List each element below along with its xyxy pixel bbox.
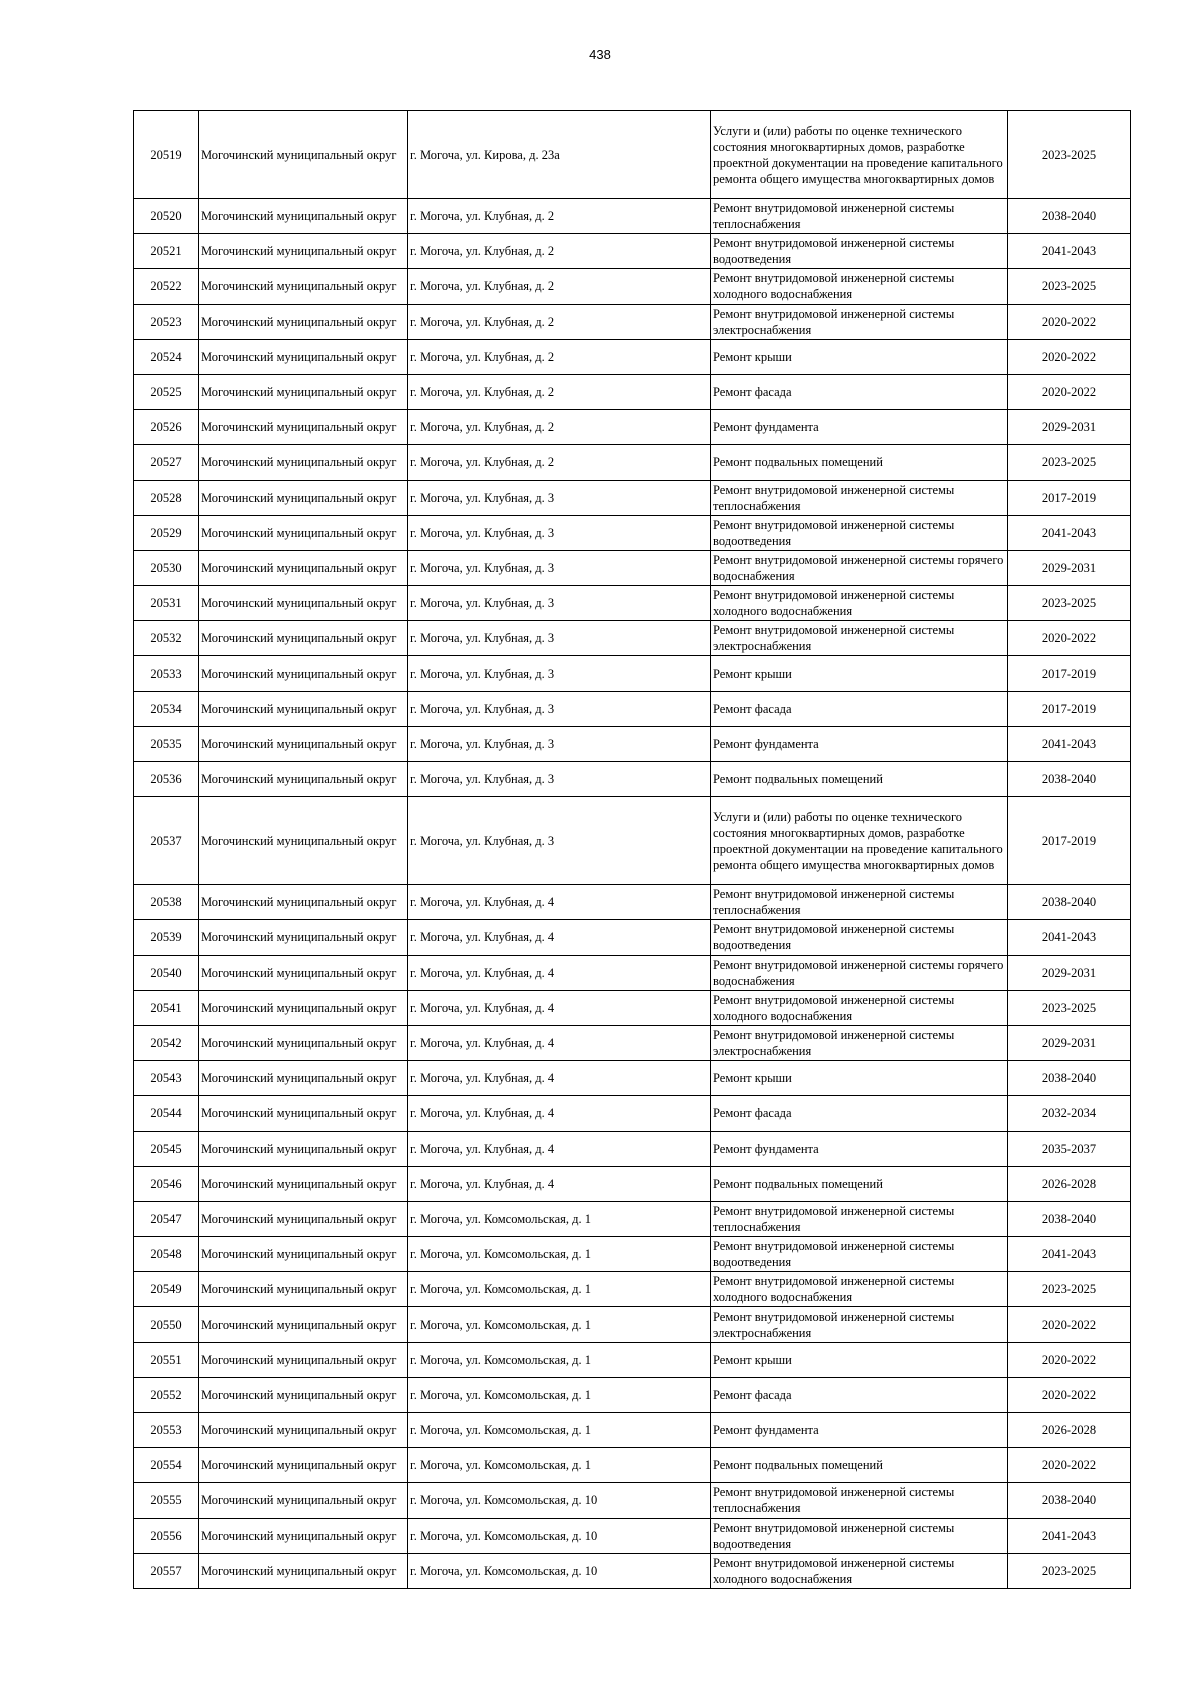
municipality-cell: Могочинский муниципальный округ bbox=[199, 1025, 408, 1060]
municipality-cell: Могочинский муниципальный округ bbox=[199, 1448, 408, 1483]
period-cell: 2041-2043 bbox=[1008, 726, 1131, 761]
row-number: 20557 bbox=[134, 1553, 199, 1588]
work-type-cell: Ремонт внутридомовой инженерной системы теплоснабжения bbox=[711, 480, 1008, 515]
municipality-cell: Могочинский муниципальный округ bbox=[199, 339, 408, 374]
table-row bbox=[134, 691, 1131, 726]
table-row bbox=[134, 550, 1131, 585]
period-cell: 2020-2022 bbox=[1008, 339, 1131, 374]
period-cell: 2023-2025 bbox=[1008, 269, 1131, 304]
address-cell: г. Могоча, ул. Комсомольская, д. 10 bbox=[408, 1483, 711, 1518]
work-type-cell: Ремонт крыши bbox=[711, 656, 1008, 691]
table-row bbox=[134, 797, 1131, 885]
municipality-cell: Могочинский муниципальный округ bbox=[199, 550, 408, 585]
period-cell: 2017-2019 bbox=[1008, 480, 1131, 515]
table-row bbox=[134, 1201, 1131, 1236]
period-cell: 2035-2037 bbox=[1008, 1131, 1131, 1166]
address-cell: г. Могоча, ул. Клубная, д. 2 bbox=[408, 374, 711, 409]
municipality-cell: Могочинский муниципальный округ bbox=[199, 656, 408, 691]
address-cell: г. Могоча, ул. Клубная, д. 4 bbox=[408, 1061, 711, 1096]
address-cell: г. Могоча, ул. Клубная, д. 2 bbox=[408, 304, 711, 339]
row-number: 20532 bbox=[134, 621, 199, 656]
row-number: 20536 bbox=[134, 762, 199, 797]
municipality-cell: Могочинский муниципальный округ bbox=[199, 990, 408, 1025]
period-cell: 2038-2040 bbox=[1008, 1201, 1131, 1236]
municipality-cell: Могочинский муниципальный округ bbox=[199, 269, 408, 304]
municipality-cell: Могочинский муниципальный округ bbox=[199, 199, 408, 234]
period-cell: 2020-2022 bbox=[1008, 374, 1131, 409]
municipality-cell: Могочинский муниципальный округ bbox=[199, 1131, 408, 1166]
table-row bbox=[134, 1096, 1131, 1131]
work-type-cell: Ремонт подвальных помещений bbox=[711, 762, 1008, 797]
row-number: 20540 bbox=[134, 955, 199, 990]
table-row bbox=[134, 480, 1131, 515]
period-cell: 2020-2022 bbox=[1008, 1307, 1131, 1342]
municipality-cell: Могочинский муниципальный округ bbox=[199, 1166, 408, 1201]
period-cell: 2041-2043 bbox=[1008, 920, 1131, 955]
address-cell: г. Могоча, ул. Комсомольская, д. 10 bbox=[408, 1518, 711, 1553]
work-type-cell: Ремонт внутридомовой инженерной системы горячего водоснабжения bbox=[711, 955, 1008, 990]
period-cell: 2023-2025 bbox=[1008, 1553, 1131, 1588]
row-number: 20519 bbox=[134, 111, 199, 199]
address-cell: г. Могоча, ул. Клубная, д. 3 bbox=[408, 656, 711, 691]
municipality-cell: Могочинский муниципальный округ bbox=[199, 1096, 408, 1131]
municipality-cell: Могочинский муниципальный округ bbox=[199, 762, 408, 797]
work-type-cell: Ремонт внутридомовой инженерной системы водоотведения bbox=[711, 920, 1008, 955]
address-cell: г. Могоча, ул. Комсомольская, д. 1 bbox=[408, 1272, 711, 1307]
work-type-cell: Ремонт внутридомовой инженерной системы холодного водоснабжения bbox=[711, 990, 1008, 1025]
address-cell: г. Могоча, ул. Клубная, д. 4 bbox=[408, 955, 711, 990]
table-row bbox=[134, 1025, 1131, 1060]
table-row bbox=[134, 885, 1131, 920]
municipality-cell: Могочинский муниципальный округ bbox=[199, 726, 408, 761]
row-number: 20531 bbox=[134, 586, 199, 621]
period-cell: 2038-2040 bbox=[1008, 1483, 1131, 1518]
table-row bbox=[134, 374, 1131, 409]
table-row bbox=[134, 199, 1131, 234]
period-cell: 2023-2025 bbox=[1008, 111, 1131, 199]
table-row bbox=[134, 955, 1131, 990]
municipality-cell: Могочинский муниципальный округ bbox=[199, 1413, 408, 1448]
address-cell: г. Могоча, ул. Кирова, д. 23а bbox=[408, 111, 711, 199]
period-cell: 2026-2028 bbox=[1008, 1166, 1131, 1201]
period-cell: 2017-2019 bbox=[1008, 797, 1131, 885]
work-type-cell: Ремонт фасада bbox=[711, 374, 1008, 409]
row-number: 20550 bbox=[134, 1307, 199, 1342]
address-cell: г. Могоча, ул. Комсомольская, д. 1 bbox=[408, 1448, 711, 1483]
table-row bbox=[134, 1237, 1131, 1272]
row-number: 20553 bbox=[134, 1413, 199, 1448]
municipality-cell: Могочинский муниципальный округ bbox=[199, 797, 408, 885]
row-number: 20537 bbox=[134, 797, 199, 885]
period-cell: 2020-2022 bbox=[1008, 1448, 1131, 1483]
table-row bbox=[134, 111, 1131, 199]
address-cell: г. Могоча, ул. Комсомольская, д. 10 bbox=[408, 1553, 711, 1588]
work-type-cell: Ремонт внутридомовой инженерной системы холодного водоснабжения bbox=[711, 1272, 1008, 1307]
address-cell: г. Могоча, ул. Клубная, д. 4 bbox=[408, 1131, 711, 1166]
address-cell: г. Могоча, ул. Клубная, д. 3 bbox=[408, 621, 711, 656]
row-number: 20542 bbox=[134, 1025, 199, 1060]
table-row bbox=[134, 1166, 1131, 1201]
municipality-cell: Могочинский муниципальный округ bbox=[199, 1272, 408, 1307]
address-cell: г. Могоча, ул. Клубная, д. 2 bbox=[408, 410, 711, 445]
row-number: 20547 bbox=[134, 1201, 199, 1236]
period-cell: 2020-2022 bbox=[1008, 304, 1131, 339]
table-row bbox=[134, 726, 1131, 761]
table-row bbox=[134, 1061, 1131, 1096]
address-cell: г. Могоча, ул. Клубная, д. 3 bbox=[408, 726, 711, 761]
address-cell: г. Могоча, ул. Клубная, д. 4 bbox=[408, 1025, 711, 1060]
period-cell: 2041-2043 bbox=[1008, 234, 1131, 269]
municipality-cell: Могочинский муниципальный округ bbox=[199, 304, 408, 339]
table-row bbox=[134, 339, 1131, 374]
work-type-cell: Ремонт внутридомовой инженерной системы электроснабжения bbox=[711, 621, 1008, 656]
row-number: 20549 bbox=[134, 1272, 199, 1307]
period-cell: 2029-2031 bbox=[1008, 955, 1131, 990]
work-type-cell: Ремонт внутридомовой инженерной системы электроснабжения bbox=[711, 1025, 1008, 1060]
work-type-cell: Ремонт фундамента bbox=[711, 1131, 1008, 1166]
row-number: 20538 bbox=[134, 885, 199, 920]
row-number: 20522 bbox=[134, 269, 199, 304]
address-cell: г. Могоча, ул. Клубная, д. 2 bbox=[408, 339, 711, 374]
row-number: 20548 bbox=[134, 1237, 199, 1272]
municipality-cell: Могочинский муниципальный округ bbox=[199, 586, 408, 621]
row-number: 20527 bbox=[134, 445, 199, 480]
address-cell: г. Могоча, ул. Клубная, д. 4 bbox=[408, 1166, 711, 1201]
work-type-cell: Ремонт крыши bbox=[711, 1061, 1008, 1096]
period-cell: 2029-2031 bbox=[1008, 1025, 1131, 1060]
work-type-cell: Услуги и (или) работы по оценке технического состояния многоквартирных домов, разработке проектной документации на проведение капитального ремонта общего имущества многоквартирных домов bbox=[711, 797, 1008, 885]
address-cell: г. Могоча, ул. Комсомольская, д. 1 bbox=[408, 1201, 711, 1236]
table-row bbox=[134, 1448, 1131, 1483]
period-cell: 2038-2040 bbox=[1008, 1061, 1131, 1096]
work-type-cell: Услуги и (или) работы по оценке технического состояния многоквартирных домов, разработке проектной документации на проведение капитального ремонта общего имущества многоквартирных домов bbox=[711, 111, 1008, 199]
work-type-cell: Ремонт внутридомовой инженерной системы холодного водоснабжения bbox=[711, 269, 1008, 304]
municipality-cell: Могочинский муниципальный округ bbox=[199, 1518, 408, 1553]
period-cell: 2023-2025 bbox=[1008, 586, 1131, 621]
table-row bbox=[134, 762, 1131, 797]
table-row bbox=[134, 920, 1131, 955]
table-body bbox=[134, 111, 1131, 1589]
table-row bbox=[134, 990, 1131, 1025]
address-cell: г. Могоча, ул. Клубная, д. 3 bbox=[408, 480, 711, 515]
row-number: 20535 bbox=[134, 726, 199, 761]
work-type-cell: Ремонт фундамента bbox=[711, 726, 1008, 761]
row-number: 20552 bbox=[134, 1377, 199, 1412]
work-type-cell: Ремонт внутридомовой инженерной системы электроснабжения bbox=[711, 304, 1008, 339]
row-number: 20539 bbox=[134, 920, 199, 955]
address-cell: г. Могоча, ул. Клубная, д. 2 bbox=[408, 199, 711, 234]
work-type-cell: Ремонт подвальных помещений bbox=[711, 445, 1008, 480]
period-cell: 2038-2040 bbox=[1008, 762, 1131, 797]
row-number: 20526 bbox=[134, 410, 199, 445]
table-row bbox=[134, 1518, 1131, 1553]
municipality-cell: Могочинский муниципальный округ bbox=[199, 621, 408, 656]
table-row bbox=[134, 515, 1131, 550]
table-row bbox=[134, 1413, 1131, 1448]
work-type-cell: Ремонт крыши bbox=[711, 339, 1008, 374]
address-cell: г. Могоча, ул. Комсомольская, д. 1 bbox=[408, 1413, 711, 1448]
address-cell: г. Могоча, ул. Клубная, д. 4 bbox=[408, 885, 711, 920]
row-number: 20520 bbox=[134, 199, 199, 234]
work-type-cell: Ремонт крыши bbox=[711, 1342, 1008, 1377]
address-cell: г. Могоча, ул. Клубная, д. 3 bbox=[408, 762, 711, 797]
row-number: 20528 bbox=[134, 480, 199, 515]
municipality-cell: Могочинский муниципальный округ bbox=[199, 234, 408, 269]
work-type-cell: Ремонт внутридомовой инженерной системы водоотведения bbox=[711, 234, 1008, 269]
row-number: 20556 bbox=[134, 1518, 199, 1553]
period-cell: 2023-2025 bbox=[1008, 1272, 1131, 1307]
period-cell: 2029-2031 bbox=[1008, 550, 1131, 585]
period-cell: 2041-2043 bbox=[1008, 1237, 1131, 1272]
row-number: 20534 bbox=[134, 691, 199, 726]
address-cell: г. Могоча, ул. Комсомольская, д. 1 bbox=[408, 1307, 711, 1342]
address-cell: г. Могоча, ул. Клубная, д. 3 bbox=[408, 586, 711, 621]
address-cell: г. Могоча, ул. Клубная, д. 3 bbox=[408, 550, 711, 585]
address-cell: г. Могоча, ул. Клубная, д. 2 bbox=[408, 269, 711, 304]
period-cell: 2017-2019 bbox=[1008, 691, 1131, 726]
work-type-cell: Ремонт внутридомовой инженерной системы теплоснабжения bbox=[711, 885, 1008, 920]
municipality-cell: Могочинский муниципальный округ bbox=[199, 955, 408, 990]
work-type-cell: Ремонт фасада bbox=[711, 1096, 1008, 1131]
row-number: 20554 bbox=[134, 1448, 199, 1483]
municipality-cell: Могочинский муниципальный округ bbox=[199, 1483, 408, 1518]
work-type-cell: Ремонт подвальных помещений bbox=[711, 1448, 1008, 1483]
address-cell: г. Могоча, ул. Клубная, д. 3 bbox=[408, 797, 711, 885]
work-type-cell: Ремонт фасада bbox=[711, 691, 1008, 726]
row-number: 20533 bbox=[134, 656, 199, 691]
period-cell: 2017-2019 bbox=[1008, 656, 1131, 691]
period-cell: 2038-2040 bbox=[1008, 885, 1131, 920]
table-row bbox=[134, 1307, 1131, 1342]
table-row bbox=[134, 621, 1131, 656]
period-cell: 2041-2043 bbox=[1008, 1518, 1131, 1553]
municipality-cell: Могочинский муниципальный округ bbox=[199, 374, 408, 409]
table-row bbox=[134, 586, 1131, 621]
table-row bbox=[134, 445, 1131, 480]
row-number: 20525 bbox=[134, 374, 199, 409]
period-cell: 2020-2022 bbox=[1008, 621, 1131, 656]
page-number: 438 bbox=[589, 47, 611, 62]
table-row bbox=[134, 1483, 1131, 1518]
table-row bbox=[134, 234, 1131, 269]
period-cell: 2041-2043 bbox=[1008, 515, 1131, 550]
row-number: 20555 bbox=[134, 1483, 199, 1518]
work-type-cell: Ремонт фундамента bbox=[711, 410, 1008, 445]
table-row bbox=[134, 304, 1131, 339]
address-cell: г. Могоча, ул. Клубная, д. 3 bbox=[408, 515, 711, 550]
row-number: 20521 bbox=[134, 234, 199, 269]
row-number: 20544 bbox=[134, 1096, 199, 1131]
period-cell: 2026-2028 bbox=[1008, 1413, 1131, 1448]
period-cell: 2020-2022 bbox=[1008, 1342, 1131, 1377]
municipality-cell: Могочинский муниципальный округ bbox=[199, 480, 408, 515]
capital-repair-table bbox=[133, 110, 1131, 1589]
municipality-cell: Могочинский муниципальный округ bbox=[199, 1237, 408, 1272]
row-number: 20545 bbox=[134, 1131, 199, 1166]
work-type-cell: Ремонт внутридомовой инженерной системы теплоснабжения bbox=[711, 199, 1008, 234]
municipality-cell: Могочинский муниципальный округ bbox=[199, 1553, 408, 1588]
address-cell: г. Могоча, ул. Комсомольская, д. 1 bbox=[408, 1377, 711, 1412]
municipality-cell: Могочинский муниципальный округ bbox=[199, 885, 408, 920]
row-number: 20523 bbox=[134, 304, 199, 339]
work-type-cell: Ремонт фасада bbox=[711, 1377, 1008, 1412]
address-cell: г. Могоча, ул. Клубная, д. 4 bbox=[408, 1096, 711, 1131]
municipality-cell: Могочинский муниципальный округ bbox=[199, 1061, 408, 1096]
work-type-cell: Ремонт внутридомовой инженерной системы водоотведения bbox=[711, 1518, 1008, 1553]
period-cell: 2032-2034 bbox=[1008, 1096, 1131, 1131]
municipality-cell: Могочинский муниципальный округ bbox=[199, 1342, 408, 1377]
period-cell: 2023-2025 bbox=[1008, 445, 1131, 480]
municipality-cell: Могочинский муниципальный округ bbox=[199, 1201, 408, 1236]
address-cell: г. Могоча, ул. Комсомольская, д. 1 bbox=[408, 1237, 711, 1272]
work-type-cell: Ремонт внутридомовой инженерной системы водоотведения bbox=[711, 515, 1008, 550]
table-row bbox=[134, 1342, 1131, 1377]
row-number: 20541 bbox=[134, 990, 199, 1025]
address-cell: г. Могоча, ул. Клубная, д. 3 bbox=[408, 691, 711, 726]
work-type-cell: Ремонт внутридомовой инженерной системы холодного водоснабжения bbox=[711, 586, 1008, 621]
table-row bbox=[134, 1272, 1131, 1307]
work-type-cell: Ремонт внутридомовой инженерной системы горячего водоснабжения bbox=[711, 550, 1008, 585]
municipality-cell: Могочинский муниципальный округ bbox=[199, 1377, 408, 1412]
municipality-cell: Могочинский муниципальный округ bbox=[199, 1307, 408, 1342]
address-cell: г. Могоча, ул. Клубная, д. 4 bbox=[408, 990, 711, 1025]
work-type-cell: Ремонт внутридомовой инженерной системы водоотведения bbox=[711, 1237, 1008, 1272]
address-cell: г. Могоча, ул. Клубная, д. 4 bbox=[408, 920, 711, 955]
row-number: 20546 bbox=[134, 1166, 199, 1201]
address-cell: г. Могоча, ул. Клубная, д. 2 bbox=[408, 234, 711, 269]
period-cell: 2029-2031 bbox=[1008, 410, 1131, 445]
address-cell: г. Могоча, ул. Клубная, д. 2 bbox=[408, 445, 711, 480]
period-cell: 2020-2022 bbox=[1008, 1377, 1131, 1412]
row-number: 20530 bbox=[134, 550, 199, 585]
period-cell: 2023-2025 bbox=[1008, 990, 1131, 1025]
table-row bbox=[134, 410, 1131, 445]
table-row bbox=[134, 656, 1131, 691]
work-type-cell: Ремонт внутридомовой инженерной системы холодного водоснабжения bbox=[711, 1553, 1008, 1588]
address-cell: г. Могоча, ул. Комсомольская, д. 1 bbox=[408, 1342, 711, 1377]
table-row bbox=[134, 1553, 1131, 1588]
row-number: 20543 bbox=[134, 1061, 199, 1096]
work-type-cell: Ремонт внутридомовой инженерной системы теплоснабжения bbox=[711, 1201, 1008, 1236]
period-cell: 2038-2040 bbox=[1008, 199, 1131, 234]
work-type-cell: Ремонт внутридомовой инженерной системы электроснабжения bbox=[711, 1307, 1008, 1342]
municipality-cell: Могочинский муниципальный округ bbox=[199, 410, 408, 445]
municipality-cell: Могочинский муниципальный округ bbox=[199, 920, 408, 955]
row-number: 20551 bbox=[134, 1342, 199, 1377]
work-type-cell: Ремонт внутридомовой инженерной системы теплоснабжения bbox=[711, 1483, 1008, 1518]
row-number: 20524 bbox=[134, 339, 199, 374]
table-row bbox=[134, 269, 1131, 304]
municipality-cell: Могочинский муниципальный округ bbox=[199, 111, 408, 199]
municipality-cell: Могочинский муниципальный округ bbox=[199, 515, 408, 550]
table-row bbox=[134, 1377, 1131, 1412]
work-type-cell: Ремонт фундамента bbox=[711, 1413, 1008, 1448]
municipality-cell: Могочинский муниципальный округ bbox=[199, 691, 408, 726]
work-type-cell: Ремонт подвальных помещений bbox=[711, 1166, 1008, 1201]
row-number: 20529 bbox=[134, 515, 199, 550]
municipality-cell: Могочинский муниципальный округ bbox=[199, 445, 408, 480]
table-row bbox=[134, 1131, 1131, 1166]
